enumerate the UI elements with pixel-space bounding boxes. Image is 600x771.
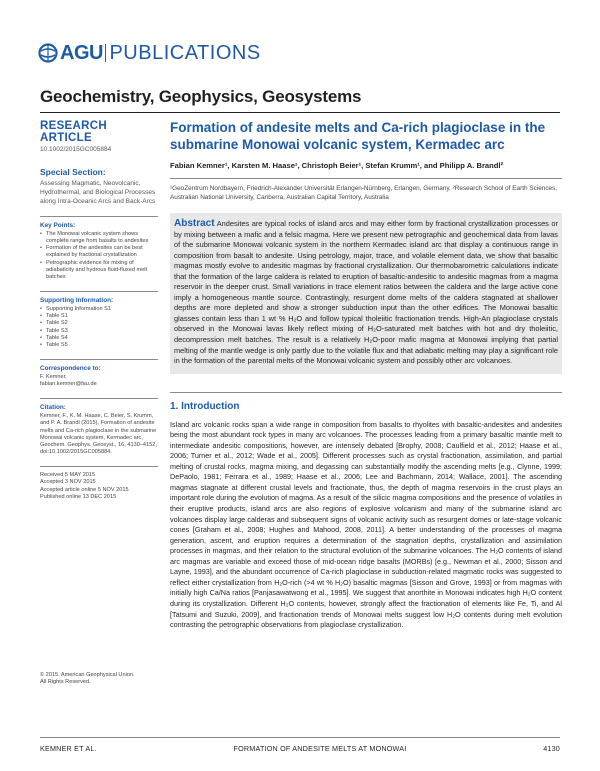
footer-authors: KEMNER ET AL.	[40, 744, 97, 753]
abstract	[174, 219, 558, 367]
agu-publications-logo	[38, 40, 261, 66]
main-column	[170, 120, 562, 631]
copyright-line: © 2015. American Geophysical Union.	[40, 672, 135, 678]
sidebar-divider	[40, 291, 158, 292]
abstract-label: Abstract	[174, 218, 215, 229]
page-footer	[40, 737, 560, 753]
citation-heading: Citation:	[40, 404, 66, 412]
section-heading-introduction: 1. Introduction	[170, 392, 562, 412]
supporting-info-link[interactable]: • Table S4	[40, 335, 158, 342]
doi[interactable]: 10.1002/2015GC005884	[40, 146, 112, 153]
sidebar	[40, 120, 158, 501]
correspondence-heading: Correspondence to:	[40, 365, 101, 373]
logo-divider	[105, 44, 107, 62]
published-online-date: Published online 13 DEC 2015	[40, 493, 117, 500]
key-points-heading: Key Points:	[40, 221, 76, 229]
copyright-line: All Rights Reserved.	[40, 679, 91, 686]
article-type: RESEARCH ARTICLE	[40, 120, 107, 144]
supporting-info-link[interactable]: • Supporting Information S1	[40, 306, 158, 313]
supporting-info-heading: Supporting Information:	[40, 297, 114, 305]
accepted-online-date: Accepted article online 5 NOV 2015	[40, 486, 129, 493]
footer-running-title: FORMATION OF ANDESITE MELTS AT MONOWAI	[233, 744, 407, 753]
sidebar-divider	[40, 398, 158, 399]
author-list: Fabian Kemner¹, Karsten M. Haase¹, Christoph Beier¹, Stefan Krumm¹, and Philipp A. Brandl²	[170, 161, 504, 170]
received-date: Received 5 MAY 2015	[40, 472, 96, 479]
affiliations: ¹GeoZentrum Nordbayern, Friedrich-Alexander Universität Erlangen-Nürnberg, Erlangen, Germany, ²Research School of Earth Sciences, Australian National University, Canberra, Australian Capital Territory, Australia	[170, 178, 562, 202]
copyright	[40, 672, 158, 686]
key-point: • Petrographic evidence for mixing of adiabaticity and hydrous fluid-fluxed melt batches	[40, 260, 158, 282]
agu-globe-icon	[38, 43, 58, 63]
citation-text: Kemner, F., K. M. Haase, C. Beier, S. Krumm, and P. A. Brandl (2015), Formation of andesite melts and Ca-rich plagioclase in the submarine Monowai volcanic system, Kermadec arc, Geochem. Geophys. Geosyst., 16, 4130–4152, doi:10.1002/2015GC005884.	[40, 413, 157, 456]
sidebar-divider	[40, 359, 158, 360]
logo-publications-text: PUBLICATIONS	[109, 42, 261, 64]
supporting-info-link[interactable]: • Table S1	[40, 313, 158, 320]
header-rule	[40, 112, 560, 113]
correspondence-email[interactable]: fabian.kemner@fau.de	[40, 381, 97, 388]
key-point: • The Monowai volcanic system shows complete range from basalts to andesites	[40, 231, 158, 245]
supporting-info-list	[40, 306, 158, 349]
key-point: • Formation of the andesites can be best explained by fractional crystallization	[40, 245, 158, 259]
accepted-date: Accepted 3 NOV 2015	[40, 479, 96, 486]
supporting-info-link[interactable]: • Table S5	[40, 342, 158, 349]
sidebar-divider	[40, 466, 158, 467]
supporting-info-link[interactable]: • Table S2	[40, 320, 158, 327]
supporting-info-link[interactable]: • Table S3	[40, 328, 158, 335]
page-number: 4130	[543, 744, 560, 753]
key-points-list	[40, 231, 158, 281]
logo-agu-text: AGU	[60, 42, 103, 64]
introduction-text: Island arc volcanic rocks span a wide range in composition from basalts to rhyolites with basaltic-andesites and andesites being the most abundant rock types in many arc volcanoes. The processes leading from a primary basaltic mantle melt to intermediate andesitic compositions, however, are intensely debated [Brophy, 2008; Caulfield et al., 2012; Haase et al., 2006; Turner et al., 2012; Wade et al., 2005]. Different processes such as crystal fractionation, assimilation, and partial melting of crustal rocks, magma mixing, and degassing can substantially modify the ascending melts [e.g., Clynne, 1999; DePaolo, 1981; Ferrara et al., 1989; Haase et al., 2006; Lee and Bachmann, 2014; Wallace, 2001]. The ascending magmas stagnate at different crustal levels and fractionate, thus, the depth of magma reservoirs in the crust plays an important role during the evolution of magma. As a result of the silicic magma compositions and the presence of volatiles in their eruptive products, island arcs are also regions of explosive volcanism and many of the submarine island arc volcanoes display large calderas and subsequent signs of volcanic activity such as resurgent domes or late-stage volcanic cones [Graham et al., 2008; Hughes and Mahood, 2008, 2011]. A better understanding of the processes of magma generation, ascent, and eruption requires a determination of the stagnation depths, crystallization and assimilation processes in magmas, and their relation to the structural evolution of the submarine volcanoes. The H₂O contents of island arc magmas are variable and exceed those of mid-ocean ridge basalts (MORBs) [e.g., Newman et al., 2000; Sisson and Layne, 1993], and the abundant occurrence of Ca-rich plagioclase in subduction-related magmatic rocks was suggested to reflect either crystallization from H₂O-rich (>4 wt % H₂O) basaltic magmas [Sisson and Grove, 1993] or from magmas with initially high Ca/Na ratios [Panjasawatwong et al., 1995]. We suggest that anorthite in Monowai indicates high H₂O content during its crystallization. Different H₂O contents, however, strongly affect the fractionation of elements like Fe, Ti, and Al [Tatsumi and Suzuki, 2009], and fractionation trends of Monowai melts suggest low H₂O contents during melt evolution contrasting the petrographic observations from plagioclase crystallization.	[170, 419, 562, 630]
abstract-box	[170, 213, 562, 374]
abstract-text: Andesites are typical rocks of island arcs and may either form by fractional crystallization processes or by mixing between a mafic and a felsic magma. Here we present new petrographic and geochemical data from lavas of the submarine Monowai volcanic system in the northern Kermadec island arc that display a continuous range in composition from basalt to andesite. Using petrology, major, trace, and volatile element data, we show that basaltic magmas mostly evolve to andesitic magmas by fractional crystallization. Our thermobarometric calculations indicate that the formation of the large caldera is related to eruption of basaltic-andesitic to andesitic magmas from a magma reservoir in the deeper crust. Small variations in trace element ratios between the caldera and the large active cone imply a homogeneous mantle source. Contrastingly, resurgent dome melts of the caldera stagnated at shallower depths are more depleted and show a stronger subduction input than the other edifices. The Monowai basaltic glasses contain less than 1 wt % H₂O and follow typical tholeiitic fractionation trends. High-An plagioclase crystals observed in the Monowai lavas likely reflect mixing of H₂O-saturated melt batches with hot and dry tholeiitic, decompression melt batches. The result is a relatively H₂O-poor mafic magma at Monowai implying that partial melting of the mantle wedge is only partly due to the volatile flux and that adiabatic melting may play a significant role in the formation of the parental melts of the Monowai volcanic system and possibly other arc volcanoes.	[174, 219, 558, 366]
correspondence-name: F. Kemner,	[40, 374, 67, 381]
special-section-title[interactable]: Assessing Magmatic, Neovolcanic, Hydrothermal, and Biological Processes along Intra-Oceanic Arcs and Back-Arcs	[40, 180, 156, 205]
article-title: Formation of andesite melts and Ca-rich plagioclase in the submarine Monowai volcanic system, Kermadec arc	[170, 120, 546, 152]
sidebar-divider	[40, 216, 158, 217]
journal-title: Geochemistry, Geophysics, Geosystems	[40, 87, 362, 106]
special-section-heading: Special Section:	[40, 167, 106, 177]
